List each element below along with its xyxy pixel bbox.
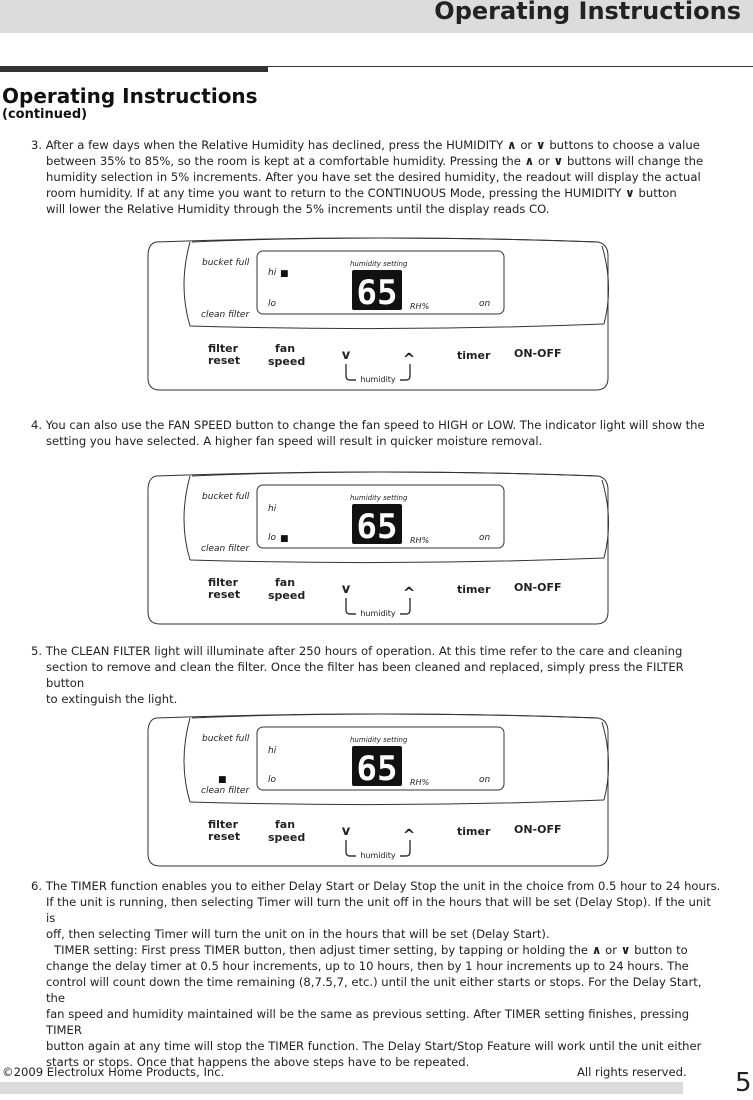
humidity-down-button: v	[341, 582, 351, 597]
hi-indicator-icon: ■	[280, 269, 289, 279]
section-title: Operating Instructions	[2, 84, 258, 108]
hi-label: hi	[268, 504, 277, 514]
up-arrow-icon: ∧	[591, 943, 602, 957]
control-panel-diagram-1	[146, 236, 610, 392]
humidity-up-button: ^	[402, 826, 416, 844]
humidity-down-button: v	[341, 348, 351, 363]
bucket-full-label: bucket full	[202, 734, 250, 744]
down-arrow-icon: ∨	[553, 154, 564, 168]
speed-label: speed	[268, 831, 306, 844]
down-arrow-icon: ∨	[535, 138, 546, 152]
control-panel-svg	[146, 712, 610, 868]
lo-label: lo	[268, 775, 277, 785]
footer-bar	[0, 1082, 683, 1094]
up-arrow-icon: ∧	[524, 154, 535, 168]
humidity-readout: 65	[356, 749, 398, 789]
filter-button: filter	[208, 342, 239, 355]
humidity-setting-label: humidity setting	[350, 494, 408, 502]
humidity-down-button: v	[341, 824, 351, 839]
timer-button: timer	[457, 583, 491, 596]
control-panel-diagram-2	[146, 470, 610, 626]
fan-speed-button: fan	[275, 342, 296, 355]
humidity-bracket-label: humidity	[360, 609, 396, 618]
paragraph-3: 3. After a few days when the Relative Humidity has declined, press the HUMIDITY ∧ or ∨ buttons to choose a value between 35% to 85%, so the room is kept at a comfortable humidity. Pressing the ∧ or ∨ buttons will change the humidity selection in 5% increments. After you have set the desired humidity, the readout will display the actual room humidity. If at any time you want to return to the CONTINUOUS Mode, pressing the HUMIDITY ∨ button will lower the Relative Humidity through the 5% increments until the display reads CO.	[31, 138, 704, 216]
paragraph-6: 6. The TIMER function enables you to either Delay Start or Delay Stop the unit in the choice from 0.5 hour to 24 hours. If the unit is running, then selecting Timer will turn the unit off in the hours that will be set (Delay Stop). If the unit is off, then selecting Timer will turn the unit on in the hours that will be set (Delay Start). TIMER setting: First press TIMER button, then adjust timer setting, by tapping or holding the ∧ or ∨ button to change the delay timer at 0.5 hour increments, up to 10 hours, then by 1 hour increments up to 24 hours. The control will count down the time remaining (8,7.5,7, etc.) until the unit either starts or stops. For the Delay Start, the fan speed and humidity maintained will be the same as previous setting. After TIMER setting finishes, pressing TIMER button again at any time will stop the TIMER function. The Delay Start/Stop Feature will work until the unit either starts or stops. Once that happens the above steps have to be repeated.	[31, 879, 721, 1069]
reset-label: reset	[208, 354, 241, 367]
clean-filter-label: clean filter	[201, 544, 250, 554]
down-arrow-icon: ∨	[620, 943, 631, 957]
control-panel-svg	[146, 470, 610, 626]
on-off-button: ON-OFF	[514, 347, 562, 360]
humidity-bracket-label: humidity	[360, 851, 396, 860]
humidity-bracket-label: humidity	[360, 375, 396, 384]
section-subtitle: (continued)	[2, 107, 88, 122]
section-rule-thick	[0, 66, 268, 72]
reset-label: reset	[208, 588, 241, 601]
clean-filter-label: clean filter	[201, 786, 250, 796]
bucket-full-label: bucket full	[202, 258, 250, 268]
hi-label: hi	[268, 268, 277, 278]
header-bar	[0, 0, 753, 33]
lo-label: lo	[268, 533, 277, 543]
section-rule-thin	[268, 66, 753, 67]
control-panel-svg	[146, 236, 610, 392]
clean-filter-indicator-icon: ■	[218, 775, 227, 785]
hi-label: hi	[268, 746, 277, 756]
footer-copyright: ©2009 Electrolux Home Products, Inc.	[2, 1065, 225, 1079]
timer-button: timer	[457, 349, 491, 362]
humidity-up-button: ^	[402, 584, 416, 602]
rh-percent-label: RH%	[410, 778, 430, 787]
humidity-readout: 65	[356, 507, 398, 547]
timer-button: timer	[457, 825, 491, 838]
on-off-button: ON-OFF	[514, 823, 562, 836]
humidity-setting-label: humidity setting	[350, 260, 408, 268]
footer-rights: All rights reserved.	[577, 1065, 687, 1079]
on-label: on	[479, 533, 491, 543]
reset-label: reset	[208, 830, 241, 843]
up-arrow-icon: ∧	[506, 138, 517, 152]
fan-speed-button: fan	[275, 818, 296, 831]
lo-label: lo	[268, 299, 277, 309]
header-title: Operating Instructions	[434, 0, 741, 25]
control-panel-diagram-3	[146, 712, 610, 868]
fan-speed-button: fan	[275, 576, 296, 589]
paragraph-5: 5. The CLEAN FILTER light will illuminate after 250 hours of operation. At this time refer to the care and cleaning section to remove and clean the filter. Once the filter has been cleaned and replaced, simply press the FILTER button to extinguish the light.	[31, 644, 684, 706]
on-label: on	[479, 299, 491, 309]
page-number: 5	[735, 1068, 752, 1098]
speed-label: speed	[268, 355, 306, 368]
down-arrow-icon: ∨	[625, 186, 635, 200]
on-off-button: ON-OFF	[514, 581, 562, 594]
paragraph-4: 4. You can also use the FAN SPEED button to change the fan speed to HIGH or LOW. The indicator light will show the setting you have selected. A higher fan speed will result in quicker moisture removal.	[31, 418, 705, 448]
humidity-readout: 65	[356, 273, 398, 313]
filter-button: filter	[208, 818, 239, 831]
bucket-full-label: bucket full	[202, 492, 250, 502]
lo-indicator-icon: ■	[280, 534, 289, 544]
on-label: on	[479, 775, 491, 785]
rh-percent-label: RH%	[410, 302, 430, 311]
speed-label: speed	[268, 589, 306, 602]
filter-button: filter	[208, 576, 239, 589]
humidity-setting-label: humidity setting	[350, 736, 408, 744]
clean-filter-label: clean filter	[201, 310, 250, 320]
rh-percent-label: RH%	[410, 536, 430, 545]
humidity-up-button: ^	[402, 350, 416, 368]
